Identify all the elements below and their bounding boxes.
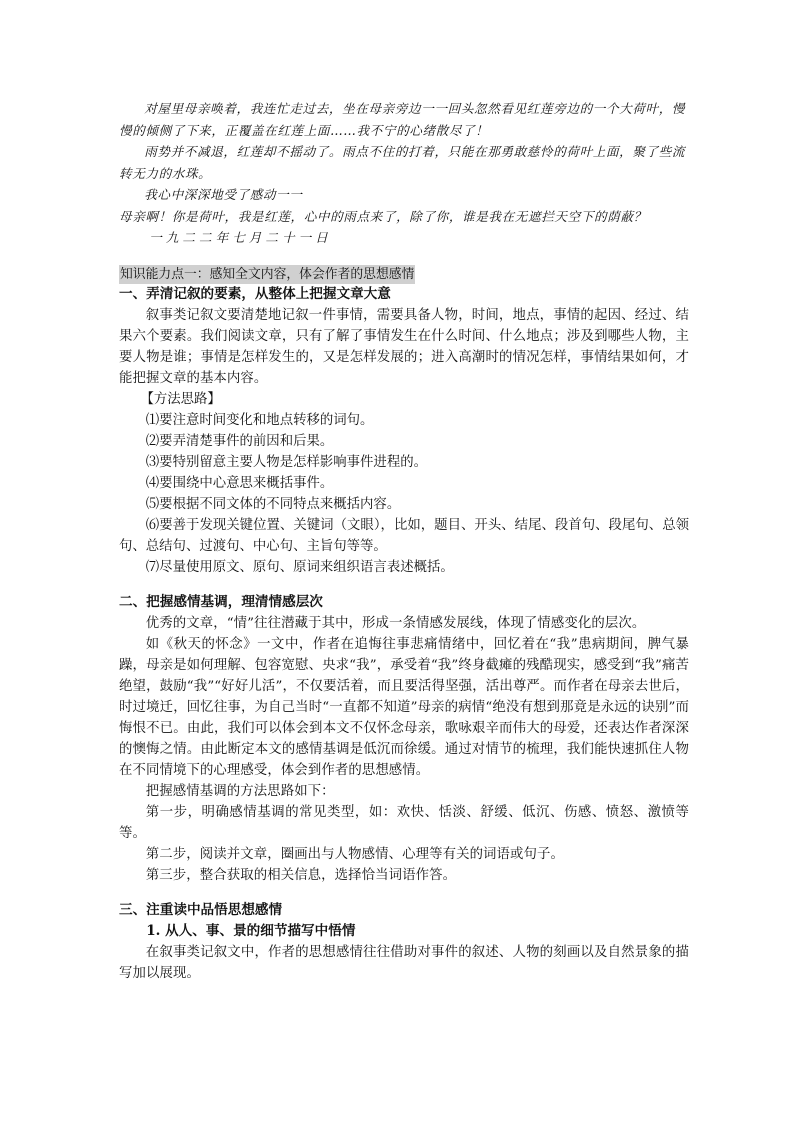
paragraph: 叙事类记叙文要清楚地记叙一件事情，需要具备人物，时间，地点，事情的起因、经过、结果六个要素。我们阅读文章，只有了解了事情发生在什么时间、什么地点；涉及到哪些人物，主要人物是谁；事情是怎样发生的，又是怎样发展的；进入高潮时的情况怎样，事情结果如何，才能把握文章的基本内容。 <box>119 307 689 386</box>
method-label: 【方法思路】 <box>140 391 221 407</box>
method-item: ⑴要注意时间变化和地点转移的词句。 <box>145 412 374 428</box>
spacer <box>119 578 689 592</box>
section-heading: 一、弄清记叙的要素，从整体上把握文章大意 <box>119 285 391 302</box>
section-heading: 三、注重读中品悟思想感情 <box>119 901 283 918</box>
spacer <box>119 886 689 900</box>
subsection-heading: 1. 从人、事、景的细节描写中悟情 <box>146 922 356 939</box>
paragraph: 第一步，明确感情基调的常见类型，如：欢快、恬淡、舒缓、低沉、伤感、愤怒、激愤等等。 <box>119 804 689 841</box>
poem-date: 一九二二年七月二十一日 <box>149 230 332 245</box>
paragraph: 第二步，阅读并文章，圈画出与人物感情、心理等有关的词语或句子。 <box>145 846 565 862</box>
method-item: ⑸要根据不同文体的不同特点来概括内容。 <box>145 496 401 512</box>
topic-label-row <box>119 263 689 284</box>
method-item: ⑶要特别留意主要人物是怎样影响事件进程的。 <box>145 454 427 470</box>
paragraph: 如《秋天的怀念》一文中，作者在追悔往事悲痛情绪中，回忆着在“我”患病期间，脾气暴躁，母亲是如何理解、包容宽慰、央求“我”，承受着“我”终身截瘫的残酷现实，感受到“我”痛苦绝望，鼓励“我”“好好儿活”，不仅要活着，而且要活得坚强，活出尊严。而作者在母亲去世后，时过境迁，回忆往事，为自己当时“一直都不知道”母亲的病情“绝没有想到那竟是永远的诀别”而悔恨不已。由此，我们可以体会到本文不仅怀念母亲，歌咏艰辛而伟大的母爱，还表达作者深深的懊悔之情。由此断定本文的感情基调是低沉而徐缓。通过对情节的梳理，我们能快速抓住人物在不同情境下的心理感受，体会到作者的思想感情。 <box>119 636 689 778</box>
method-item: ⑺尽量使用原文、原句、原词来组织语言表述概括。 <box>145 559 454 575</box>
method-item: ⑷要围绕中心意思来概括事件。 <box>145 475 334 491</box>
paragraph: 优秀的文章，“情”往往潜藏于其中，形成一条情感发展线，体现了情感变化的层次。 <box>145 615 646 631</box>
topic-label: 知识能力点一：感知全文内容，体会作者的思想感情 <box>120 266 415 282</box>
poem-line: 我心中深深地受了感动一一 <box>144 187 303 202</box>
poem-line: 对屋里母亲唤着，我连忙走过去，坐在母亲旁边一一回头忽然看见红莲旁边的一个大荷叶，慢慢的倾侧了下来，正覆盖在红莲上面……我不宁的心绪散尽了！ <box>119 101 686 138</box>
method-item: ⑵要弄清楚事件的前因和后果。 <box>145 433 334 449</box>
section-heading: 二、把握感情基调，理清情感层次 <box>119 593 323 610</box>
document-body <box>119 98 689 984</box>
paragraph: 第三步，整合获取的相关信息，选择恰当词语作答。 <box>145 867 457 883</box>
paragraph: 把握感情基调的方法思路如下： <box>145 783 335 799</box>
paragraph: 在叙事类记叙文中，作者的思想感情往往借助对事件的叙述、人物的刻画以及自然景象的描写加以展现。 <box>119 944 689 981</box>
method-item: ⑹要善于发现关键位置、关键词（文眼），比如，题目、开头、结尾、段首句、段尾句、总领句、总结句、过渡句、中心句、主旨句等等。 <box>119 517 689 554</box>
poem-line: 母亲啊！你是荷叶，我是红莲，心中的雨点来了，除了你，谁是我在无遮拦天空下的荫蔽？ <box>119 208 647 224</box>
poem-line: 雨势并不减退，红莲却不摇动了。雨点不住的打着，只能在那勇敢慈怜的荷叶上面，聚了些流转无力的水珠。 <box>119 144 686 181</box>
